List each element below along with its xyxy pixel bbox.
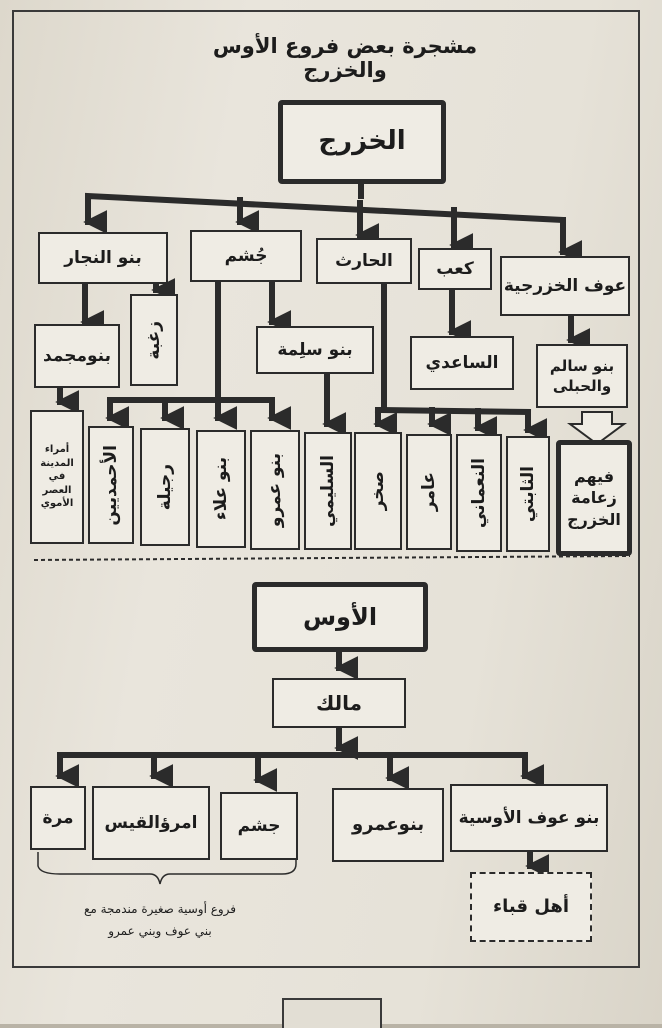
banu-salim-hubla-box: بنو سالم والحبلى — [536, 344, 628, 408]
kaab-box: كعب — [418, 248, 492, 290]
umara-box: أمراء المدينة في العصر الأموي — [30, 410, 84, 544]
sulaymi-box: السليمي — [304, 432, 352, 550]
banu-muhammad-box: بنومجمد — [34, 324, 120, 388]
banu-ulla-box: بنو علاء — [196, 430, 246, 548]
banu-awf-awsiya-box: بنو عوف الأوسية — [450, 784, 608, 852]
harith-box: الحارث — [316, 238, 412, 284]
aws-note-line1: فروع أوسية صغيرة مندمجة مع — [83, 902, 237, 916]
amir-box: عامر — [406, 434, 452, 550]
murra-box: مرة — [30, 786, 86, 850]
khazraj-root-box: الخزرج — [278, 100, 446, 184]
saadi-box: الساعدي — [410, 336, 514, 390]
rujayla-box: رجيلة — [140, 428, 190, 546]
numani-box: النعماني — [456, 434, 502, 552]
zaama-box: فيهم زعامة الخزرج — [556, 440, 632, 556]
banu-amr-aws-box: بنوعمرو — [332, 788, 444, 862]
ahmadiyin-box: الأحمديين — [88, 426, 134, 544]
thabiti-box: الثابتي — [506, 436, 550, 552]
awf-khazrajiya-box: عوف الخزرجية — [500, 256, 630, 316]
sakhr-box: صخر — [354, 432, 402, 550]
imru-alqays-box: امرؤالقيس — [92, 786, 210, 860]
banu-najjar-box: بنو النجار — [38, 232, 168, 284]
banu-amr-khazraj-box: بنو عمرو — [250, 430, 300, 550]
banu-salima-box: بنو سلِمة — [256, 326, 374, 374]
aws-root-box: الأوس — [252, 582, 428, 652]
ahl-quba-box: أهل قباء — [470, 872, 592, 942]
malik-box: مالك — [272, 678, 406, 728]
jusham-box: جُشم — [190, 230, 302, 282]
zughba-box: زغبة — [130, 294, 178, 386]
jusham-aws-box: جشم — [220, 792, 298, 860]
page-title: مشجرة بعض فروع الأوس والخزرج — [212, 34, 478, 82]
aws-note-line2: بني عوف وبني عمرو — [108, 924, 212, 938]
